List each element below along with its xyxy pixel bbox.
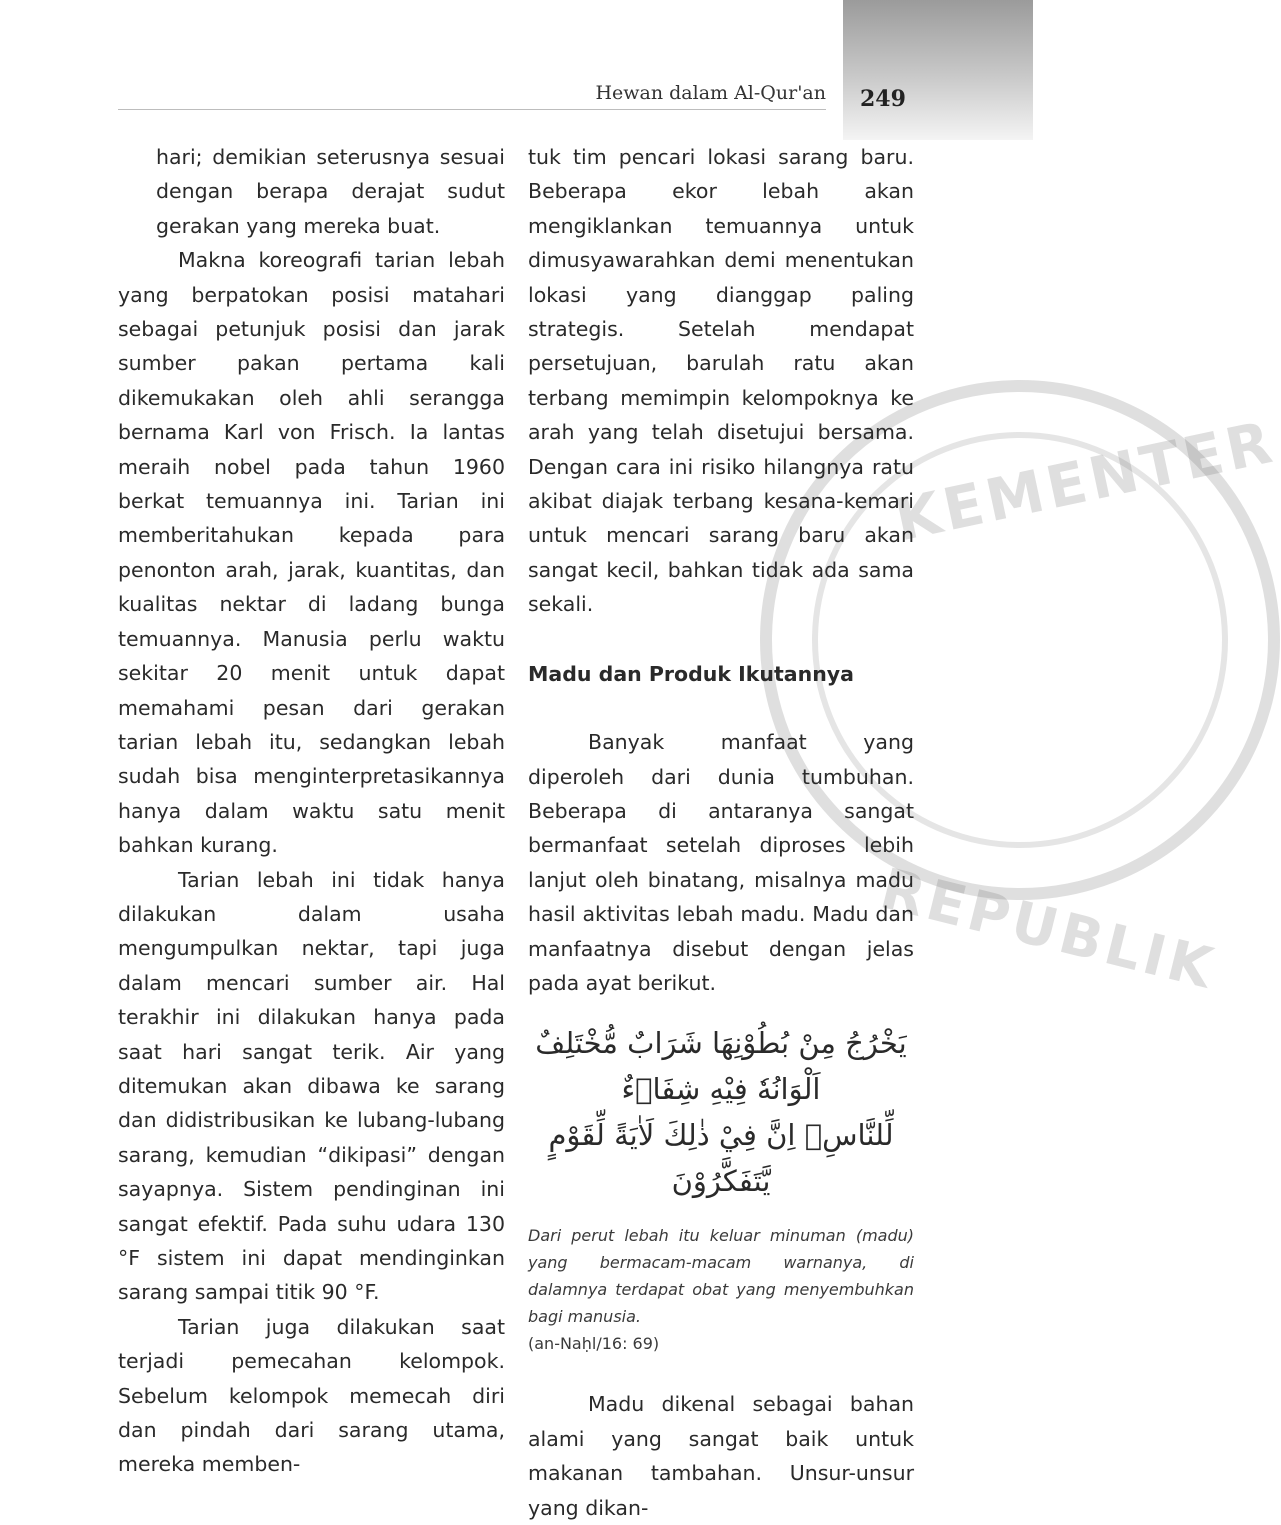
watermark-text-top: KEMENTER — [889, 407, 1281, 555]
quran-verse — [528, 1020, 914, 1204]
left-column — [118, 140, 505, 1482]
verse-reference: (an-Naḥl/16: 69) — [528, 1334, 660, 1354]
quran-verse-line-1: يَخْرُجُ مِنْ بُطُوْنِهَا شَرَابٌ مُّخْتَلِفٌ اَلْوَانُهٗ فِيْهِ شِفَاۤءٌ — [535, 1026, 907, 1107]
paragraph-queen: tuk tim pencari lokasi sarang baru. Beberapa ekor lebah akan mengiklankan temuannya untuk dimusyawarahkan demi menentukan lokasi yang dianggap paling strategis. Setelah mendapat persetujuan, barulah ratu akan terbang memimpin kelompoknya ke arah yang telah disetujui bersama. Dengan cara ini risiko hilangnya ratu akibat diajak terbang kesana-kemari untuk mencari sarang baru akan sangat kecil, bahkan tidak ada sama sekali. — [528, 145, 914, 617]
paragraph-frisch: Makna koreografi tarian lebah yang berpatokan posisi matahari sebagai petunjuk posisi dan jarak sumber pakan pertama kali dikemukakan oleh ahli serangga bernama Karl von Frisch. Ia lantas meraih nobel pada tahun 1960 berkat temuannya ini. Tarian ini memberitahukan kepada para penonton arah, jarak, kuantitas, dan kualitas nektar di ladang bunga temuannya. Manusia perlu waktu sekitar 20 menit untuk dapat memahami pesan dari gerakan tarian lebah itu, sedangkan lebah sudah bisa menginterpretasikannya hanya dalam waktu satu menit bahkan kurang. — [118, 248, 505, 858]
paragraph-swarming: Tarian juga dilakukan saat terjadi pemecahan kelompok. Sebelum kelompok memecah diri dan pindah dari sarang utama, mereka memben- — [118, 1314, 505, 1477]
paragraph-continuation: hari; demikian seterusnya sesuai dengan berapa derajat sudut gerakan yang mereka buat. — [156, 145, 505, 238]
verse-translation-text: Dari perut lebah itu keluar minuman (madu) yang bermacam-macam warnanya, di dalamnya terdapat obat yang menyembuhkan bagi manusia. — [528, 1226, 914, 1327]
paragraph-benefits: Banyak manfaat yang diperoleh dari dunia tumbuhan. Beberapa di antaranya sangat bermanfaat setelah diproses lebih lanjut oleh binatang, misalnya madu hasil aktivitas lebah madu. Madu dan manfaatnya disebut dengan jelas pada ayat berikut. — [528, 730, 914, 995]
verse-translation — [528, 1222, 914, 1357]
header-rule — [118, 109, 826, 110]
quran-verse-line-2: لِّلنَّاسِۗ اِنَّ فِيْ ذٰلِكَ لَاٰيَةً لِّقَوْمٍ يَّتَفَكَّرُوْنَ — [548, 1118, 894, 1199]
section-heading: Madu dan Produk Ikutannya — [528, 661, 855, 686]
watermark-text-bottom: REPUBLIK — [874, 856, 1223, 1003]
page-number: 249 — [860, 86, 906, 112]
paragraph-honey: Madu dikenal sebagai bahan alami yang sangat baik untuk makanan tambahan. Unsur-unsur yang dikan- — [528, 1392, 914, 1520]
page-corner-tab — [843, 0, 1033, 140]
paragraph-water: Tarian lebah ini tidak hanya dilakukan dalam usaha mengumpulkan nektar, tapi juga dalam mencari sumber air. Hal terakhir ini dilakukan hanya pada saat hari sangat terik. Air yang ditemukan akan dibawa ke sarang dan didistribusikan ke lubang-lubang sarang, kemudian “dikipasi” dengan sayapnya. Sistem pendinginan ini sangat efektif. Pada suhu udara 130 °F sistem ini dapat mendinginkan sarang sampai titik 90 °F. — [118, 867, 505, 1305]
right-column — [528, 140, 914, 1525]
running-title: Hewan dalam Al-Qur'an — [595, 82, 826, 104]
